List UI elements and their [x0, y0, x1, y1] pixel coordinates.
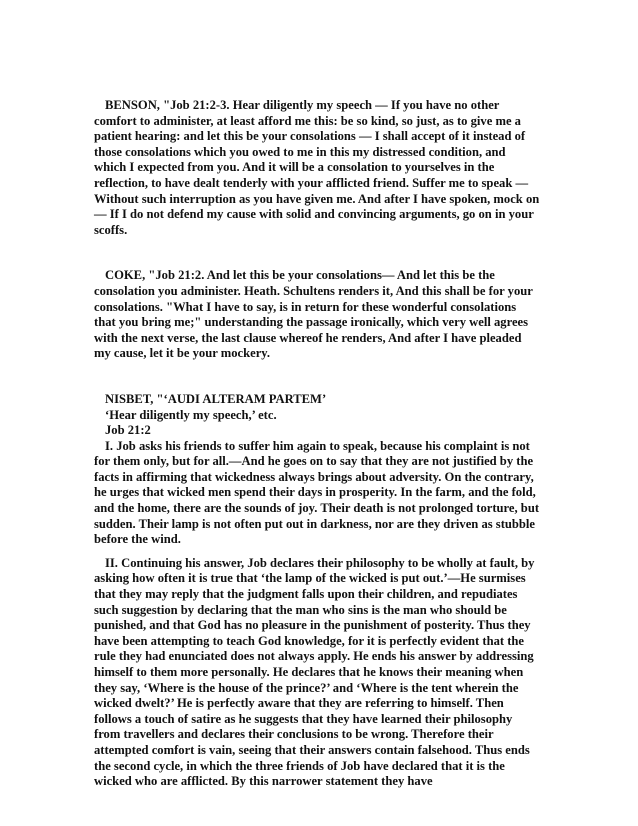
nisbet-point-one: I. Job asks his friends to suffer him again to speak, because his complaint is not for them only, but for all.—And he goes on to say that they are not justified by the facts in affirming that wickedness always brings about adversity. On the contrary, he urges that wicked men spend their days in prosperity. In the farm, and the fold, and the home, there are the sounds of joy. Their death is not prolonged torture, but sudden. Their lamp is not often put out in darkness, nor are they driven as stubble before the wind. — [94, 438, 540, 547]
benson-commentary: BENSON, "Job 21:2-3. Hear diligently my speech — If you have no other comfort to administer, at least afford me this: be so kind, so just, as to give me a patient hearing: and let this be your consolations — I shall accept of it instead of those consolations which you owed to me in this my distressed condition, and which I expected from you. And it will be a consolation to yourselves in the reflection, to have dealt tenderly with your afflicted friend. Suffer me to speak — Without such interruption as you have given me. And after I have spoken, mock on — If I do not defend my cause with solid and convincing arguments, go on in your scoffs. — [94, 98, 540, 237]
section-gap — [94, 238, 540, 268]
section-gap — [94, 362, 540, 392]
coke-commentary: COKE, "Job 21:2. And let this be your consolations— And let this be the consolation you administer. Heath. Schultens renders it, And this shall be for your consolations. "What I have to say, is in return for these wonderful consolations that you bring me;" understanding the passage ironically, which very well agrees with the next verse, the last clause whereof he renders, And after I have pleaded my cause, let it be your mockery. — [94, 268, 533, 361]
nisbet-quote: ‘Hear diligently my speech,’ etc. — [105, 407, 277, 422]
nisbet-reference: Job 21:2 — [105, 423, 151, 438]
nisbet-heading: NISBET, "‘AUDI ALTERAM PARTEM’ — [105, 391, 327, 406]
document-page — [94, 98, 540, 790]
paragraph-gap — [94, 548, 540, 556]
nisbet-point-two: II. Continuing his answer, Job declares their philosophy to be wholly at fault, by asking how often it is true that ‘the lamp of the wicked is put out.’—He surmises that they may reply that the judgment falls upon their children, and repudiates such suggestion by declaring that the man who sins is the man who should be punished, and that God has no pleasure in the punishment of posterity. Thus they have been attempting to teach God knowledge, for it is perfectly evident that the rule they had enunciated does not always apply. He ends his answer by addressing himself to them more personally. He declares that he knows their meaning when they say, ‘Where is the house of the prince?’ and ‘Where is the tent wherein the wicked dwelt?’ He is perfectly aware that they are referring to himself. Then follows a touch of satire as he suggests that they have learned their philosophy from travellers and declares their conclusions to be wrong. Therefore their attempted comfort is vain, seeing that their answers contain falsehood. Thus ends the second cycle, in which the three friends of Job have declared that it is the wicked who are afflicted. By this narrower statement they have — [94, 555, 535, 789]
